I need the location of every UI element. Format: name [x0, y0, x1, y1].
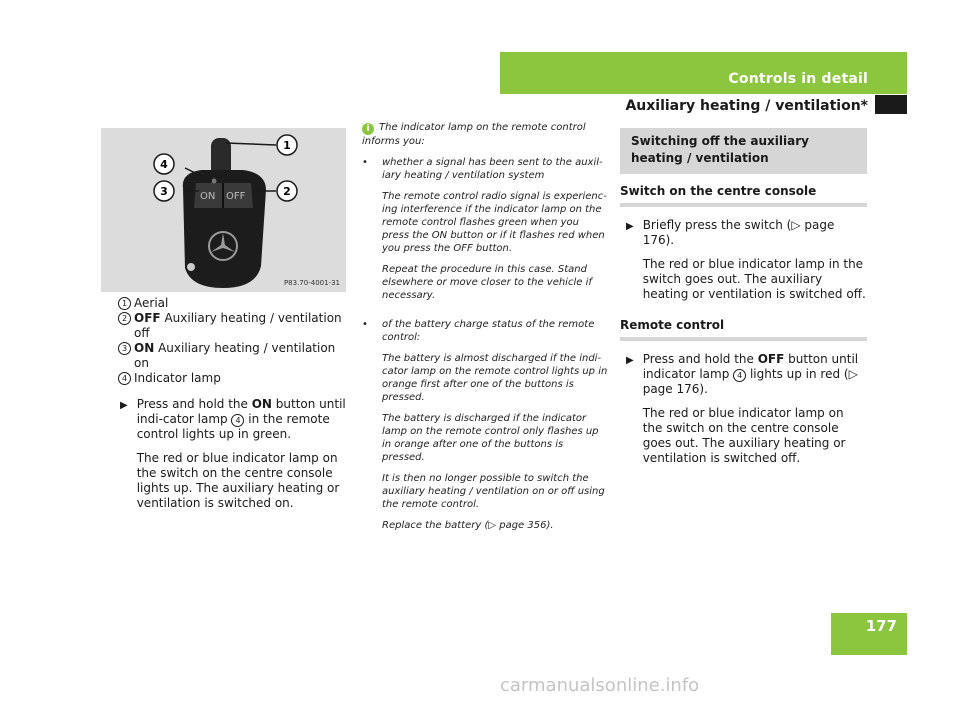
legend-number: 3: [118, 342, 131, 355]
instruction-step: ▶ Press and hold the OFF button until indicator lamp 4 lights up in red (▷ page 176). The red or blue indicator lamp on the switch on the centre console goes out. The auxiliary heating or ventilation is switched off.: [626, 352, 859, 465]
section-header: Switching off the auxiliary heating / ventilation: [620, 128, 867, 174]
arrow-icon: ▶: [626, 221, 634, 232]
bullet-item: • of the battery charge status of the remote control: The battery is almost discharged if the indi-cator lamp on the remote control lights up in orange first after one of the buttons is pressed. The battery is discharged if the indicator lamp on the remote control only flashes up in orange after one of the buttons is pressed. It is then no longer possible to switch the auxiliary heating / ventilation on or off using the remote control. Replace the battery (▷ page 356).: [362, 318, 608, 540]
svg-text:3: 3: [160, 185, 168, 198]
button-on-label: ON: [200, 191, 216, 202]
section-title: Controls in detail: [728, 71, 868, 87]
column-3: [620, 128, 867, 466]
legend-item: 4 Indicator lamp: [118, 371, 350, 386]
callout-3: [154, 181, 174, 201]
legend-number: 1: [118, 297, 131, 310]
legend-item: 2 OFF Auxiliary heating / ventilation off: [118, 311, 350, 341]
button-off-label: OFF: [226, 191, 246, 202]
callout-1: [277, 135, 297, 155]
figure-reference: P83.70-4001-31: [283, 279, 340, 287]
callout-4: [154, 154, 174, 174]
sub-heading: Switch on the centre console: [620, 184, 817, 198]
info-note: i The indicator lamp on the remote control informs you: • whether a signal has been sent to the auxil-iary heating / ventilation system The remote control radio signal is experienc-ing interference if the indicator lamp on the remote control flashes green when you press the ON button or if it flashes red when you press the OFF button. Repeat the procedure in this case. Stand elsewhere or move closer to the vehicle if necessary. • of the battery charge status of the remote control: The battery is almost discharged if the indi-cator lamp on the remote control lights up in orange first after one of the buttons is pressed. The battery is discharged if the indicator lamp on the remote control only flashes up in orange after one of the buttons is pressed. It is then no longer possible to switch the auxiliary heating / ventilation on or off using the remote control. Replace the battery (▷ page 356).: [362, 121, 608, 548]
thumb-tab: [875, 95, 907, 114]
legend-item: 3 ON Auxiliary heating / ventilation on: [118, 341, 350, 371]
page-number-box: [831, 613, 907, 655]
page-number: 177: [865, 617, 897, 635]
arrow-icon: ▶: [626, 355, 634, 366]
instruction-step: ▶ Press and hold the ON button until indi-cator lamp 4 in the remote control lights up in green. The red or blue indicator lamp on the switch on the centre console lights up. The auxiliary heating or ventilation is switched on.: [120, 397, 346, 510]
legend-item: 1 Aerial: [118, 296, 350, 311]
callout-2: [277, 181, 297, 201]
remote-control-figure: [101, 128, 346, 292]
legend-number: 4: [118, 372, 131, 385]
watermark: carmanualsonline.info: [500, 675, 700, 696]
svg-text:2: 2: [283, 185, 291, 198]
bullet-item: • whether a signal has been sent to the auxil-iary heating / ventilation system The remote control radio signal is experienc-ing interference if the indicator lamp on the remote control flashes green when you press the ON button or if it flashes red when you press the OFF button. Repeat the procedure in this case. Stand elsewhere or move closer to the vehicle if necessary.: [362, 156, 608, 310]
bullet-icon: •: [362, 319, 368, 330]
svg-text:1: 1: [283, 139, 291, 152]
svg-text:4: 4: [160, 158, 168, 171]
legend-number: 2: [118, 312, 131, 325]
chapter-title: Auxiliary heating / ventilation*: [625, 98, 868, 114]
remote-control-illustration: [101, 128, 346, 292]
column-1: [118, 296, 350, 511]
divider: [620, 203, 867, 207]
arrow-icon: ▶: [120, 400, 128, 411]
info-icon: i: [362, 123, 374, 135]
sub-heading: Remote control: [620, 318, 725, 332]
instruction-step: ▶ Briefly press the switch (▷ page 176). The red or blue indicator lamp in the switch goes out. The auxiliary heating or ventilation is switched off.: [626, 218, 866, 301]
divider: [620, 337, 867, 341]
bullet-icon: •: [362, 157, 368, 168]
